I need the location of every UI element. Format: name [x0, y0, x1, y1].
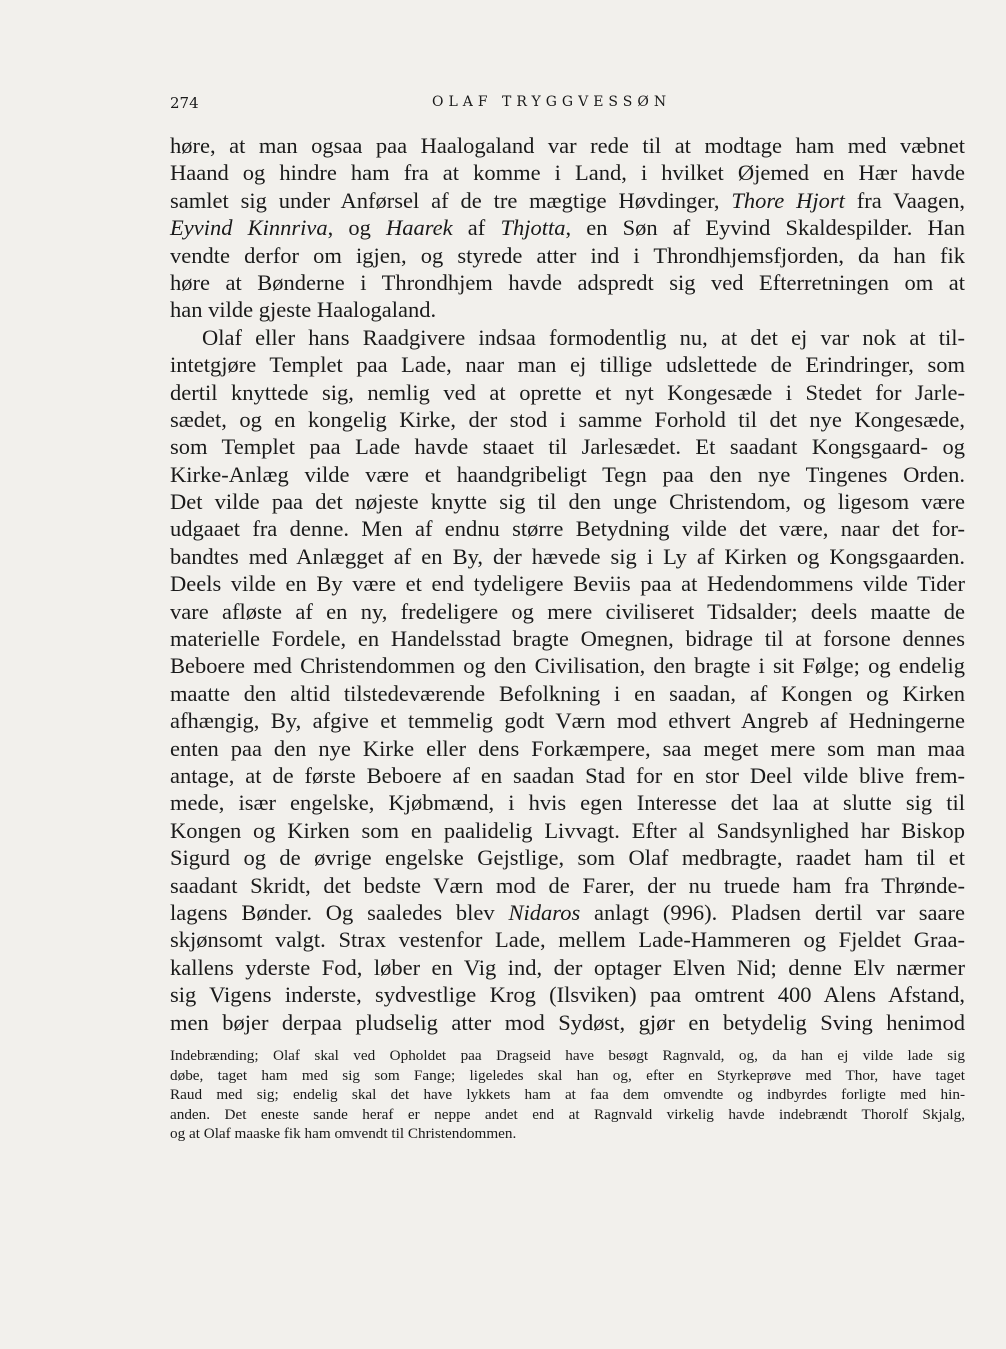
text-line: mede, især engelske, Kjøbmænd, i hvis egen Interesse det laa at slutte sig til [170, 790, 965, 816]
running-title: OLAF TRYGGVESSØN [432, 94, 672, 110]
text-line: kallens yderste Fod, løber en Vig ind, der optager Elven Nid; denne Elv nærmer [170, 954, 965, 980]
text-line: Olaf eller hans Raadgivere indsaa formodentlig nu, at det ej var nok at til- [202, 324, 965, 350]
text-line: sædet, og en kongelig Kirke, der stod i samme Forhold til det nye Kongesæde, [170, 406, 965, 432]
text-line: Det vilde paa det nøjeste knytte sig til den unge Christendom, og ligesom være [170, 489, 965, 515]
text-line: samlet sig under Anførsel af de tre mægtige Høvdinger, Thore Hjort fra Vaagen, [170, 187, 965, 213]
text-line: Kirke-Anlæg vilde være et haandgribeligt Tegn paa den nye Tingenes Orden. [170, 461, 965, 487]
text-line: Eyvind Kinnriva, og Haarek af Thjotta, en Søn af Eyvind Skaldespilder. Han [170, 215, 965, 241]
text-line: Beboere med Christendommen og den Civilisation, den bragte i sit Følge; og endelig [170, 653, 965, 679]
text-line: Haand og hindre ham fra at komme i Land, i hvilket Øjemed en Hær havde [170, 160, 965, 186]
text-line: antage, at de første Beboere af en saadan Stad for en stor Deel vilde blive frem- [170, 762, 965, 788]
footnote-line: anden. Det eneste sande heraf er neppe andet end at Ragnvald virkelig havde indebrændt Thorolf Skjalg, [170, 1105, 965, 1123]
footnote-line: og at Olaf maaske fik ham omvendt til Christendommen. [170, 1125, 517, 1143]
footnote-line: Raud med sig; endelig skal det have lykkets ham at faa dem omvendte og indbyrdes forligte med hin- [170, 1086, 965, 1104]
footnote [170, 1046, 965, 1144]
text-line: vare afløste af en ny, fredeligere og mere civiliseret Tidsalder; deels maatte de [170, 598, 965, 624]
text-line: Deels vilde en By være et end tydeligere Beviis paa at Hedendommens vilde Tider [170, 571, 965, 597]
page-number: 274 [170, 94, 199, 112]
text-line: enten paa den nye Kirke eller dens Forkæmpere, saa meget mere som man maa [170, 735, 965, 761]
page-header [170, 94, 965, 118]
footnote-line: Indebrænding; Olaf skal ved Opholdet paa Dragseid have besøgt Ragnvald, og, da han ej vilde lade sig [170, 1047, 965, 1064]
main-text [170, 132, 965, 1036]
text-line: vendte derfor om igjen, og styrede atter ind i Throndhjemsfjorden, da han fik [170, 242, 965, 268]
text-line: intetgjøre Templet paa Lade, naar man ej tillige udslettede de Erindringer, som [170, 352, 965, 378]
footnote-line: døbe, taget ham med sig som Fange; ligeledes skal han og, efter en Styrkeprøve med Thor, have taget [170, 1066, 965, 1084]
text-line: maatte den altid tilstedeværende Befolkning i en saadan, af Kongen og Kirken [170, 680, 965, 706]
text-line: som Templet paa Lade havde staaet til Jarlesædet. Et saadant Kongsgaard- og [170, 434, 965, 460]
text-line: dertil knyttede sig, nemlig ved at oprette et nyt Kongesæde i Stedet for Jarle- [170, 379, 965, 405]
text-line: men bøjer derpaa pludselig atter mod Sydøst, gjør en betydelig Sving henimod [170, 1009, 965, 1035]
text-line: høre, at man ogsaa paa Haalogaland var rede til at modtage ham med væbnet [170, 133, 965, 158]
text-line: materielle Fordele, en Handelsstad bragte Omegnen, bidrage til at forsone dennes [170, 626, 965, 652]
text-line: han vilde gjeste Haalogaland. [170, 297, 437, 323]
text-line: udgaaet fra denne. Men af endnu større Betydning vilde det være, naar det for- [170, 516, 965, 542]
text-line: sig Vigens inderste, sydvestlige Krog (Ilsviken) paa omtrent 400 Alens Afstand, [170, 982, 965, 1008]
text-line: høre at Bønderne i Throndhjem havde adspredt sig ved Efterretningen om at [170, 269, 965, 295]
text-line: Kongen og Kirken som en paalidelig Livvagt. Efter al Sandsynlighed har Biskop [170, 817, 965, 843]
text-line: Sigurd og de øvrige engelske Gejstlige, som Olaf medbragte, raadet ham til et [170, 845, 965, 871]
text-line: saadant Skridt, det bedste Værn mod de Farer, der nu truede ham fra Thrønde- [170, 872, 965, 898]
text-line: lagens Bønder. Og saaledes blev Nidaros anlagt (996). Pladsen dertil var saare [170, 899, 965, 925]
text-line: bandtes med Anlægget af en By, der hævede sig i Ly af Kirken og Kongsgaarden. [170, 543, 965, 569]
text-line: afhængig, By, afgive et temmelig godt Værn mod ethvert Angreb af Hedningerne [170, 708, 965, 734]
text-line: skjønsomt valgt. Strax vestenfor Lade, mellem Lade-Hammeren og Fjeldet Graa- [170, 927, 965, 953]
